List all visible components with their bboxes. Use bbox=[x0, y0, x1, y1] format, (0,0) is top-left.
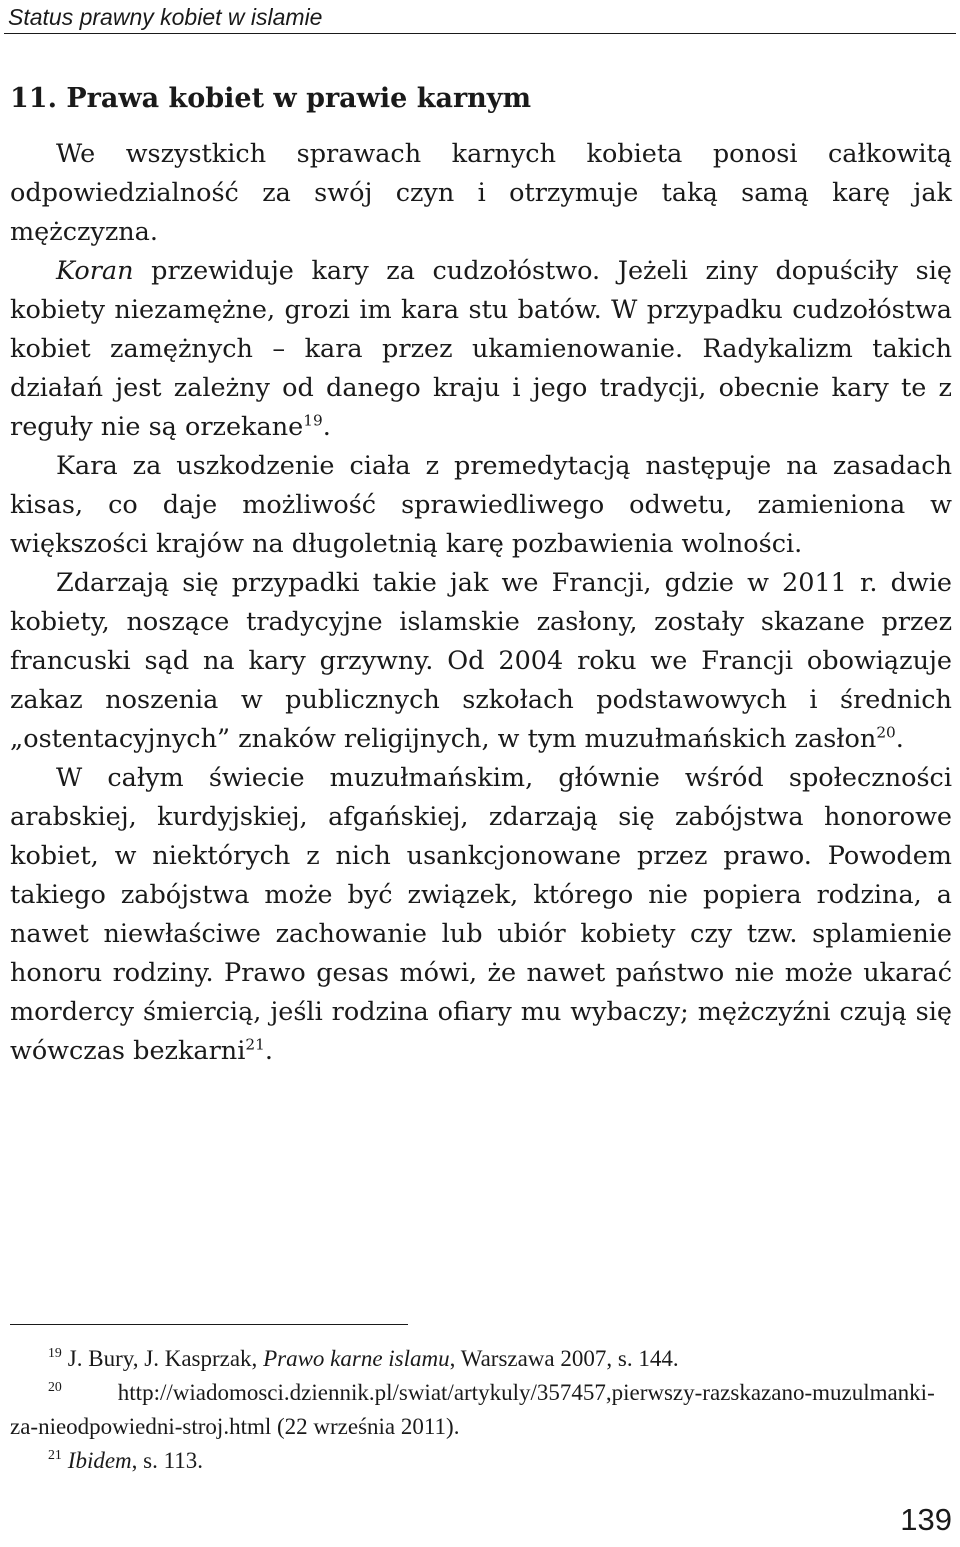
footnote-number: 19 bbox=[48, 1345, 62, 1361]
footnote-italic: Prawo karne islamu bbox=[263, 1346, 450, 1371]
footnote-ref-20[interactable]: 20 bbox=[876, 723, 896, 742]
footnote-19 bbox=[10, 1342, 952, 1376]
paragraph-4-end: . bbox=[895, 724, 904, 754]
footnote-number: 20 bbox=[48, 1379, 62, 1395]
page-number: 139 bbox=[900, 1502, 952, 1537]
running-header-title: Status prawny kobiet w islamie bbox=[8, 4, 323, 30]
footnote-number: 21 bbox=[48, 1447, 62, 1463]
header-rule bbox=[4, 33, 956, 34]
footnotes bbox=[10, 1342, 952, 1478]
footnote-italic: Ibidem bbox=[67, 1448, 132, 1473]
paragraph-2 bbox=[10, 252, 952, 447]
footnote-text: , Warszawa 2007, s. 144. bbox=[449, 1346, 679, 1371]
footnote-text: J. Bury, J. Kasprzak, bbox=[67, 1346, 264, 1371]
paragraph-4-text: Zdarzają się przypadki takie jak we Francji, gdzie w 2011 r. dwie kobiety, noszące tradycyjne islamskie zasłony, zostały skazane przez francuski sąd na kary grzywny. Od 2004 roku we Francji obowiązuje zakaz noszenia w publicznych szkołach podstawowych i średnich „ostentacyjnych” znaków religijnych, w tym muzułmańskich zasłon bbox=[10, 568, 952, 754]
footnote-separator bbox=[10, 1324, 408, 1325]
paragraph-1: We wszystkich sprawach karnych kobieta ponosi całkowitą odpowiedzialność za swój czyn i otrzymuje taką samą karę jak mężczyzna. bbox=[10, 139, 952, 247]
body-text bbox=[10, 135, 952, 1071]
paragraph-5-text: W całym świecie muzułmańskim, głównie wśród społeczności arabskiej, kurdyjskiej, afgańskiej, zdarzają się zabójstwa honorowe kobiet, w niektórych z nich usankcjonowane przez prawo. Powodem takiego zabójstwa może być związek, którego nie popiera rodzina, a nawet niewłaściwe zachowanie lub ubiór kobiety czy tzw. splamienie honoru rodziny. Prawo gesas mówi, że nawet państwo nie może ukarać mordercy śmiercią, jeśli rodzina ofiary mu wybaczy; mężczyźni czują się wówczas bezkarni bbox=[10, 763, 952, 1066]
paragraph-2-end: . bbox=[322, 412, 331, 442]
paragraph-5 bbox=[10, 759, 952, 1071]
paragraph-3: Kara za uszkodzenie ciała z premedytacją następuje na zasadach kisas, co daje możliwość sprawiedliwego odwetu, zamieniona w większości krajów na długoletnią karę pozbawienia wolności. bbox=[10, 451, 952, 559]
footnote-ref-19[interactable]: 19 bbox=[303, 411, 323, 430]
paragraph-2-italic: Koran bbox=[56, 256, 134, 286]
footnote-20 bbox=[10, 1376, 952, 1444]
footnote-url[interactable]: http://wiadomosci.dziennik.pl/swiat/artykuly/357457,pierwszy-razskazano-muzulmanki-za-nieodpowiedni-stroj.html (22 września 2011). bbox=[10, 1380, 935, 1439]
section-title: 11. Prawa kobiet w prawie karnym bbox=[10, 83, 532, 114]
paragraph-4 bbox=[10, 564, 952, 759]
paragraph-2-text: przewiduje kary za cudzołóstwo. Jeżeli ziny dopuściły się kobiety niezamężne, grozi im kara stu batów. W przypadku cudzołóstwa kobiet zamężnych – kara przez ukamienowanie. Radykalizm takich działań jest zależny od danego kraju i jego tradycji, obecnie kary te z reguły nie są orzekane bbox=[10, 256, 952, 442]
footnote-ref-21[interactable]: 21 bbox=[245, 1035, 265, 1054]
footnote-text: , s. 113. bbox=[131, 1448, 204, 1473]
footnote-21 bbox=[10, 1444, 952, 1478]
paragraph-5-end: . bbox=[264, 1036, 273, 1066]
